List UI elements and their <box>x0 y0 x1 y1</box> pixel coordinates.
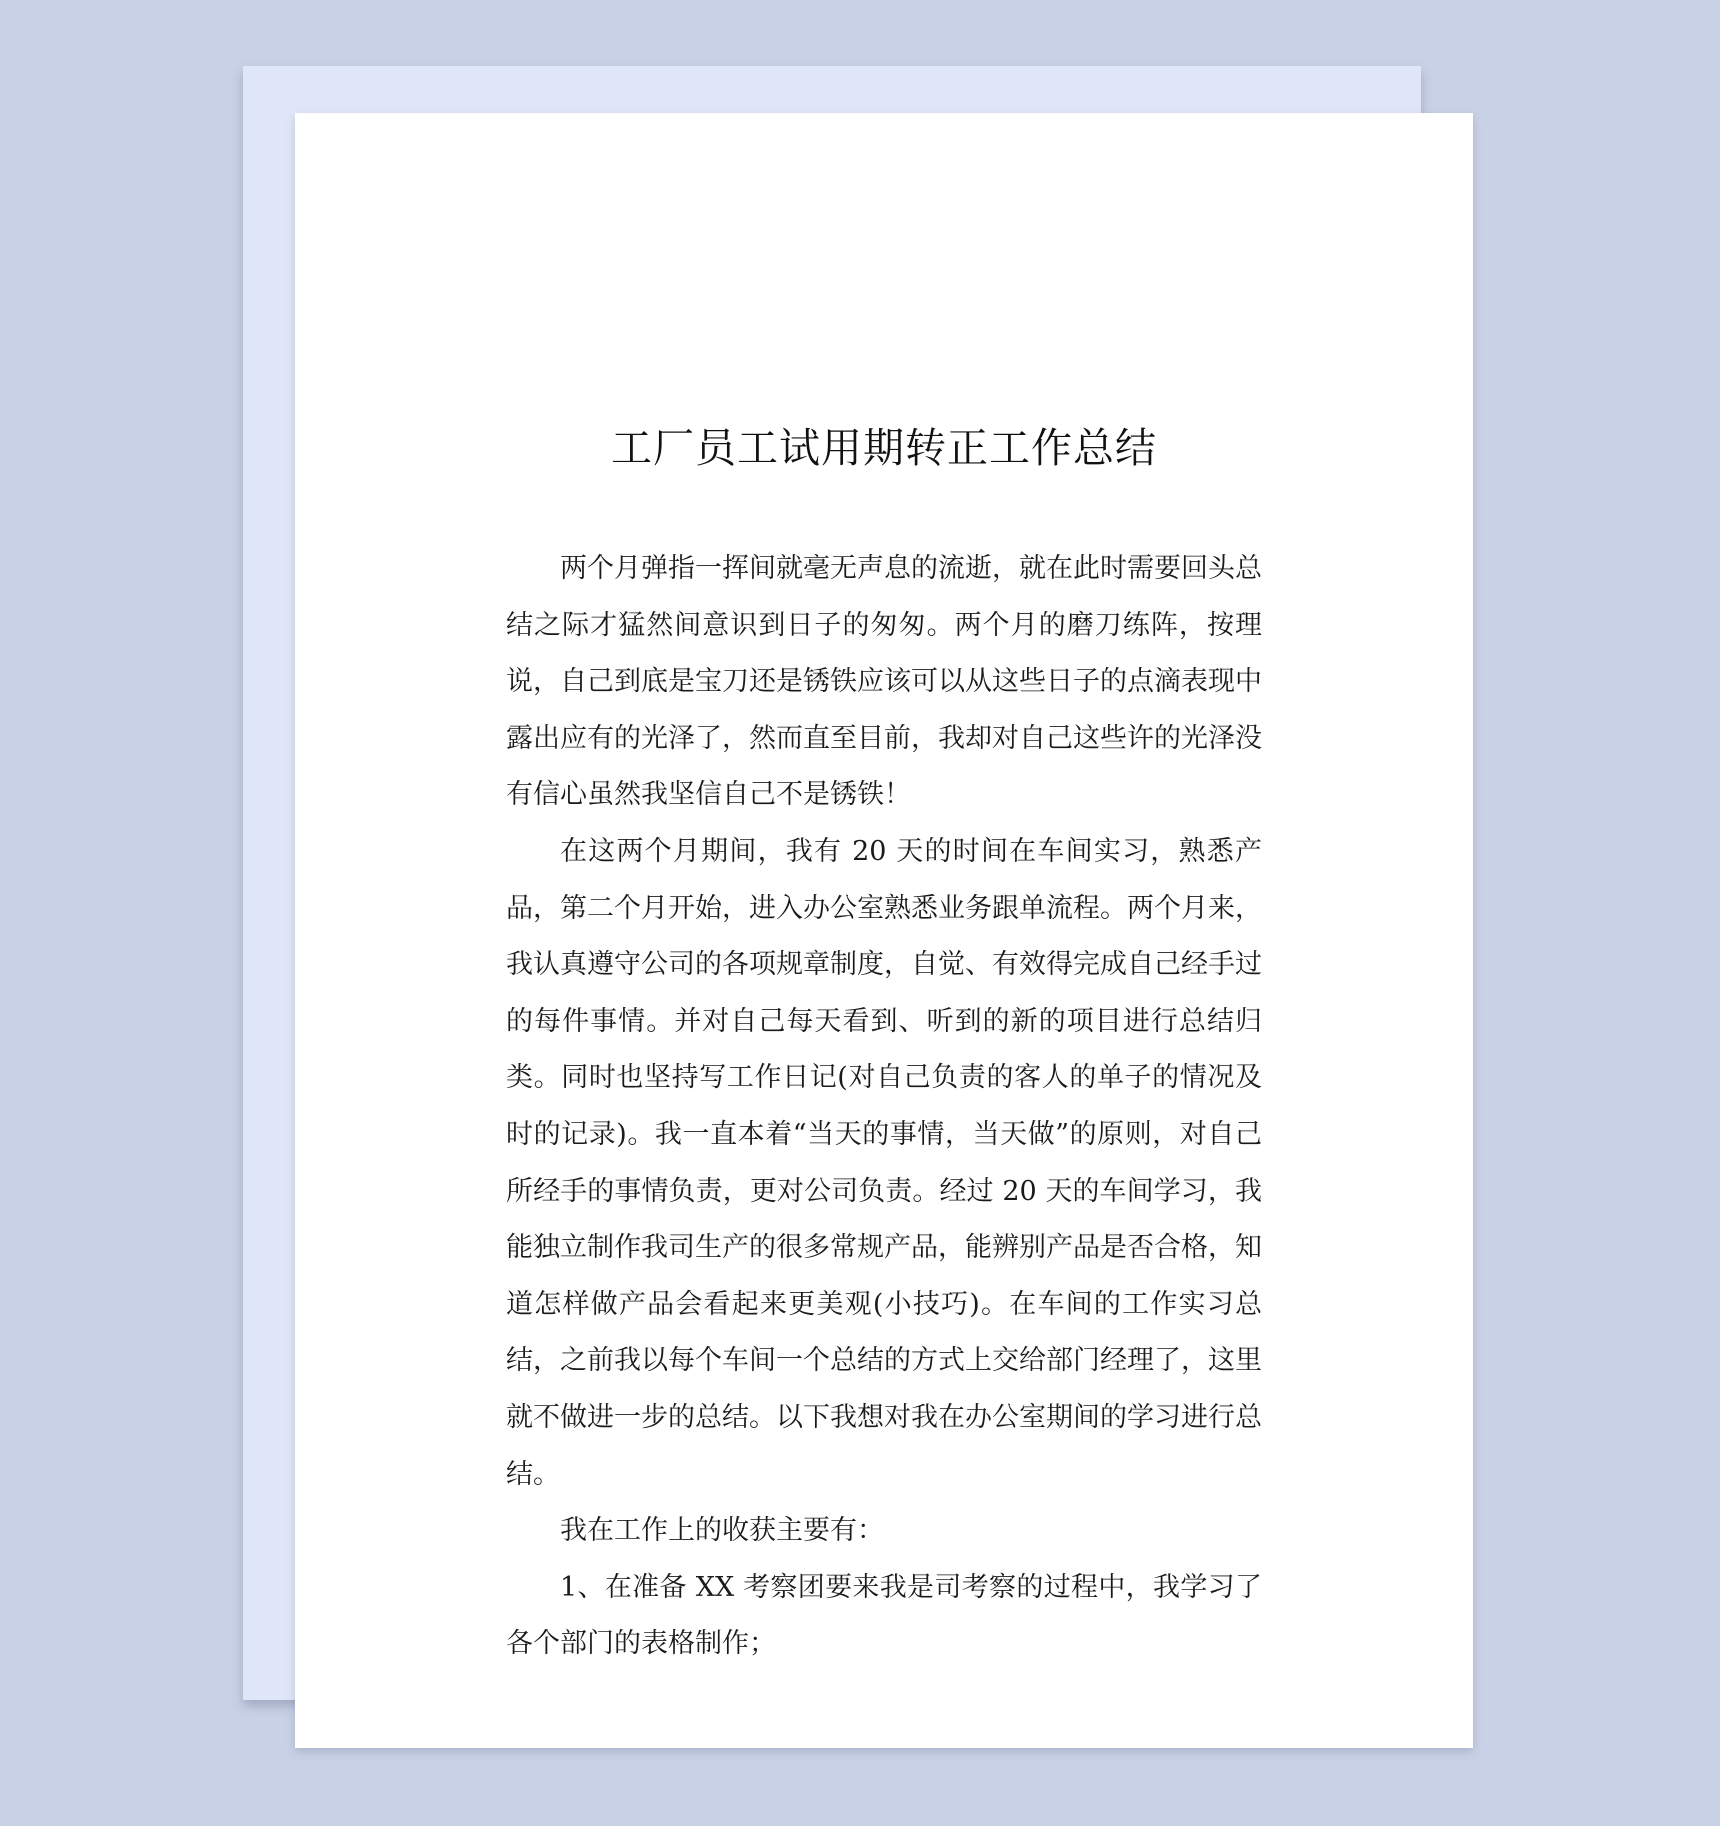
paragraph-1: 两个月弹指一挥间就毫无声息的流逝，就在此时需要回头总结之际才猛然间意识到日子的匆匆。两个月的磨刀练阵，按理说，自己到底是宝刀还是锈铁应该可以从这些日子的点滴表现中露出应有的光泽了，然而直至目前，我却对自己这些许的光泽没有信心虽然我坚信自己不是锈铁！ <box>506 553 1262 811</box>
document-title: 工厂员工试用期转正工作总结 <box>611 424 1157 472</box>
document-body <box>506 541 1262 1673</box>
document-page <box>295 113 1473 1748</box>
paragraph-3: 我在工作上的收获主要有： <box>560 1515 884 1547</box>
paragraph-4: 1、在准备 XX 考察团要来我是司考察的过程中，我学习了各个部门的表格制作； <box>506 1571 1262 1660</box>
paragraph-2: 在这两个月期间，我有 20 天的时间在车间实习，熟悉产品，第二个月开始，进入办公室熟悉业务跟单流程。两个月来，我认真遵守公司的各项规章制度，自觉、有效得完成自己经手过的每件事情。并对自己每天看到、听到的新的项目进行总结归类。同时也坚持写工作日记(对自己负责的客人的单子的情况及时的记录)。我一直本着“当天的事情，当天做”的原则，对自己所经手的事情负责，更对公司负责。经过 20 天的车间学习，我能独立制作我司生产的很多常规产品，能辨别产品是否合格，知道怎样做产品会看起来更美观(小技巧)。在车间的工作实习总结，之前我以每个车间一个总结的方式上交给部门经理了，这里就不做进一步的总结。以下我想对我在办公室期间的学习进行总结。 <box>506 835 1262 1490</box>
